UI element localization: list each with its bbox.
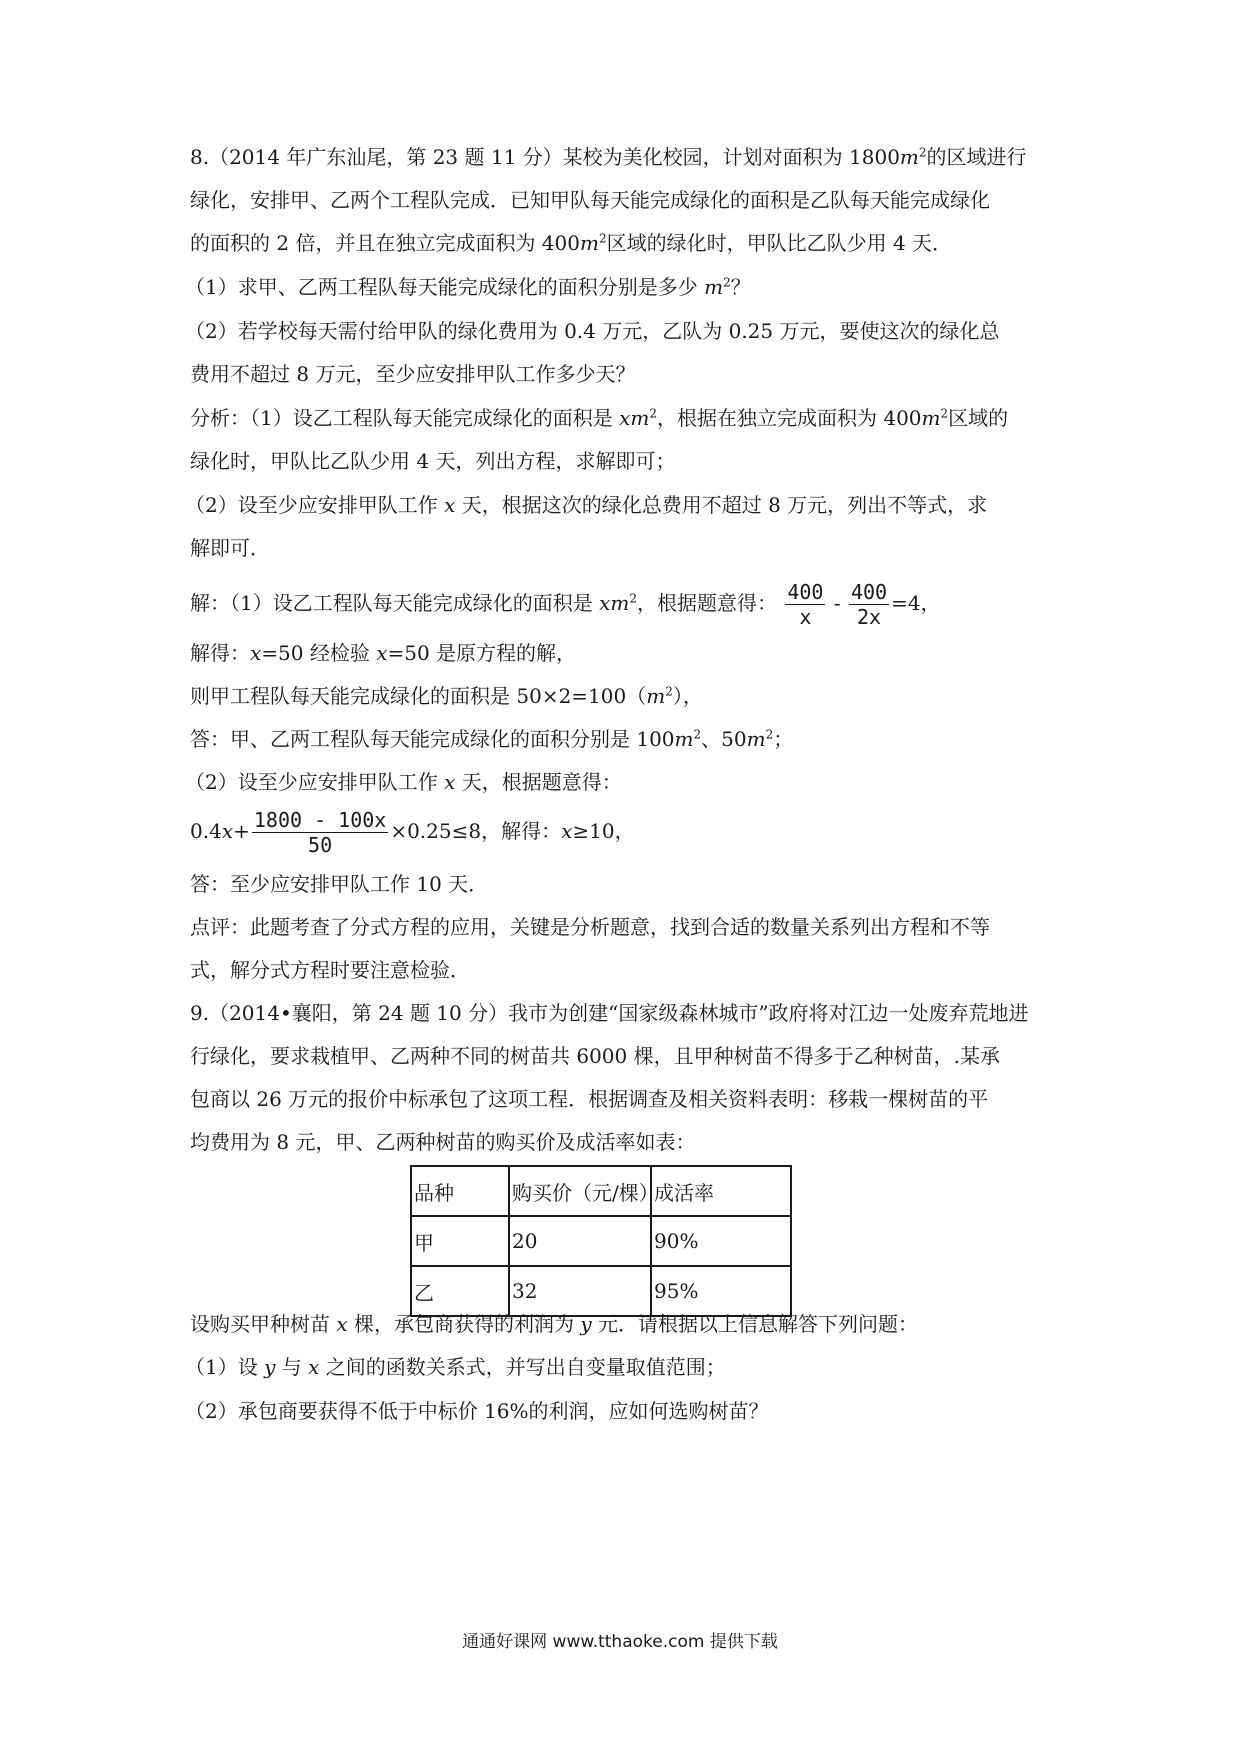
q9-line-2: 行绿化，要求栽植甲、乙两种不同的树苗共 6000 棵，且甲种树苗不得多于乙种树苗，.某承 xyxy=(190,1044,1000,1068)
q8-part-2-cont: 费用不超过 8 万元，至少应安排甲队工作多少天？ xyxy=(190,362,636,386)
solution-line-3: 则甲工程队每天能完成绿化的面积是 $50\times 2=100(m^2)$， xyxy=(190,684,703,708)
analysis-line-2: 绿化时，甲队比乙队少用 4 天，列出方程，求解即可； xyxy=(190,449,676,473)
q9-part-1: （1）设 y 与 x 之间的函数关系式，并写出自变量取值范围； xyxy=(185,1355,726,1379)
analysis-line-4: 解即可． xyxy=(190,536,270,560)
q9-line-5: 设购买甲种树苗 x 棵，承包商获得的利润为 y 元．请根据以上信息解答下列问题： xyxy=(190,1312,919,1336)
q9-part-2: （2）承包商要获得不低于中标价 16%的利润，应如何选购树苗？ xyxy=(185,1399,769,1423)
q9-line-4: 均费用为 8 元，甲、乙两种树苗的购买价及成活率如表： xyxy=(190,1130,696,1154)
q9-line-1: 9.（2014•襄阳，第 24 题 10 分）我市为创建“国家级森林城市”政府将对江边一处废弃荒地进 xyxy=(190,1001,1029,1025)
table-header-cell: 品种 xyxy=(411,1166,509,1216)
table-cell: 乙 xyxy=(411,1266,509,1316)
seedling-table xyxy=(410,1165,792,1317)
solution-line-7: 答：至少应安排甲队工作 10 天． xyxy=(190,872,489,896)
fraction-400-over-x: $\frac{400}{x}$ xyxy=(787,580,824,629)
table-cell: 95% xyxy=(651,1266,791,1316)
analysis-line-1: 分析：（1）设乙工程队每天能完成绿化的面积是 $xm^2$，根据在独立完成面积为 $400m^2$区域的 xyxy=(190,406,1009,430)
solution-line-5: （2）设至少应安排甲队工作 x 天，根据题意得： xyxy=(185,770,622,794)
q8-line-3: 的面积的 2 倍，并且在独立完成面积为 $400m^2$区域的绿化时，甲队比乙队少用 4 天． xyxy=(190,231,953,255)
table-cell: 90% xyxy=(651,1216,791,1266)
q8-part-1: （1）求甲、乙两工程队每天能完成绿化的面积分别是多少 $m^2$？ xyxy=(185,275,751,299)
table-header-cell: 成活率 xyxy=(651,1166,791,1216)
q8-line-2: 绿化，安排甲、乙两个工程队完成．已知甲队每天能完成绿化的面积是乙队每天能完成绿化 xyxy=(190,188,990,212)
q8-part-2: （2）若学校每天需付给甲队的绿化费用为 0.4 万元，乙队为 0.25 万元，要使这次的绿化总 xyxy=(185,319,1000,343)
q8-line-1: 8.（2014 年广东汕尾，第 23 题 11 分）某校为美化校园，计划对面积为 $1800m^2$的区域进行 xyxy=(190,145,1027,169)
fraction-inequality: $\frac{1800 - 100x}{50}$ xyxy=(253,808,387,857)
table-cell: 20 xyxy=(509,1216,651,1266)
analysis-line-3: （2）设至少应安排甲队工作 x 天，根据这次的绿化总费用不超过 8 万元，列出不等式，求 xyxy=(185,493,988,517)
table-cell: 32 xyxy=(509,1266,651,1316)
solution-line-1: 解：（1）设乙工程队每天能完成绿化的面积是 $xm^2$，根据题意得： $\frac{400}{x}$ - $\frac{400}{2x}$ =4， xyxy=(190,580,941,629)
table-header-row xyxy=(411,1166,791,1216)
fraction-400-over-2x: $\frac{400}{2x}$ xyxy=(850,580,888,629)
solution-line-6: 0.4x+ $\frac{1800 - 100x}{50}$ ×0.25≤8，解得：x≥10， xyxy=(190,808,635,857)
page-footer: 通通好课网 www.tthaoke.com 提供下载 xyxy=(462,1632,778,1652)
table-row xyxy=(411,1266,791,1316)
comment-line-2: 式，解分式方程时要注意检验． xyxy=(190,958,470,982)
solution-line-4: 答：甲、乙两工程队每天能完成绿化的面积分别是 $100m^2$、$50m^2$； xyxy=(190,727,794,751)
solution-line-2: 解得：x=50 经检验 x=50 是原方程的解， xyxy=(190,641,577,665)
comment-line-1: 点评：此题考查了分式方程的应用，关键是分析题意，找到合适的数量关系列出方程和不等 xyxy=(190,915,990,939)
q9-line-3: 包商以 26 万元的报价中标承包了这项工程．根据调查及相关资料表明：移栽一棵树苗的平 xyxy=(190,1087,989,1111)
table-cell: 甲 xyxy=(411,1216,509,1266)
table-row xyxy=(411,1216,791,1266)
table-header-cell: 购买价（元/棵） xyxy=(509,1166,651,1216)
